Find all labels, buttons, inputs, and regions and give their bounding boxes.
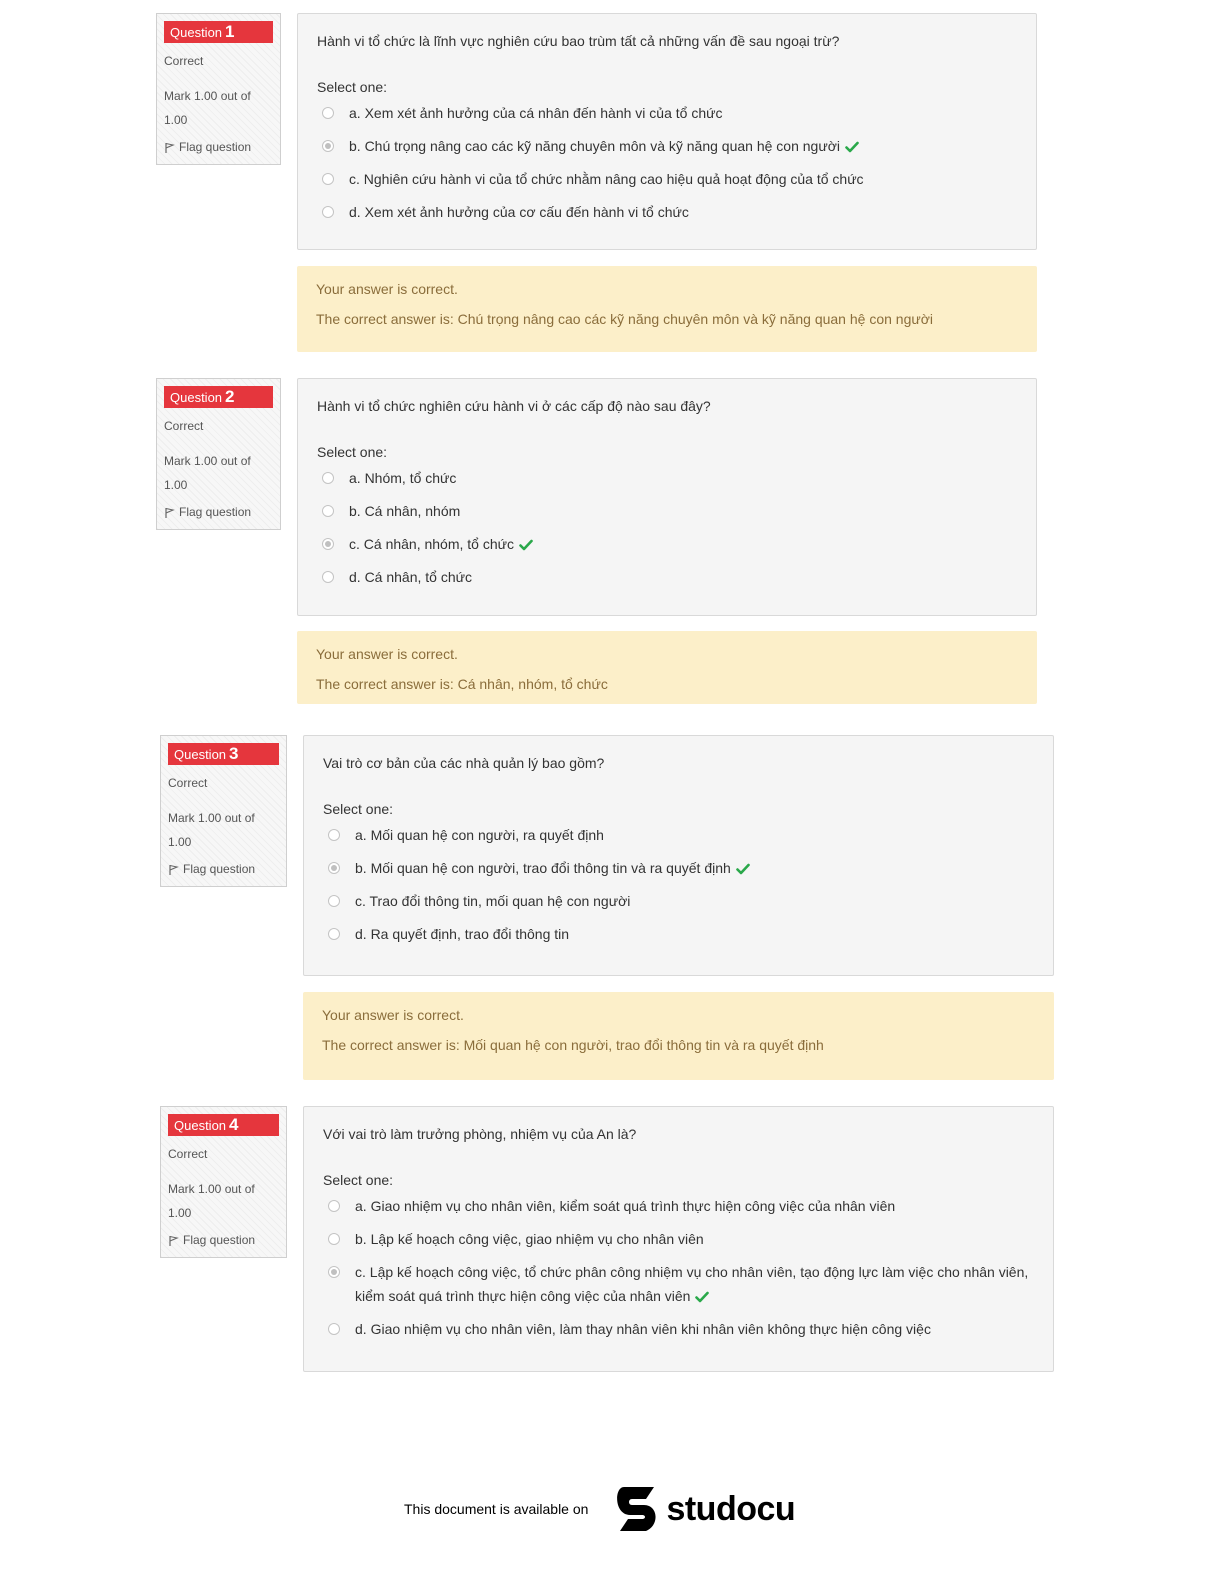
question-grade: Mark 1.00 out of 1.00 [168,811,255,849]
radio-button[interactable] [322,472,334,484]
answer-option-label: d. Ra quyết định, trao đổi thông tin [355,926,570,942]
select-one-prompt: Select one: [317,79,388,95]
answer-feedback [297,631,1037,704]
question-text: Hành vi tổ chức là lĩnh vực nghiên cứu bao trùm tất cả những vấn đề sau ngoại trừ? [317,33,840,49]
radio-button[interactable] [328,895,340,907]
answer-option[interactable] [317,101,1017,125]
question-state: Correct [168,776,208,790]
question-number: 2 [225,387,235,406]
answer-option-label: a. Mối quan hệ con người, ra quyết định [355,827,604,843]
question-grade: Mark 1.00 out of 1.00 [168,1182,255,1220]
flag-icon [168,864,179,876]
flag-question-label: Flag question [179,505,252,519]
answer-option-label: b. Chú trọng nâng cao các kỹ năng chuyên môn và kỹ năng quan hệ con người [349,138,840,154]
correct-answer-text: The correct answer is: Mối quan hệ con người, trao đổi thông tin và ra quyết định [322,1037,824,1053]
question-grade: Mark 1.00 out of 1.00 [164,454,251,492]
question-number-badge [164,386,273,408]
answer-option[interactable] [323,1317,1034,1341]
flag-icon [168,1235,179,1247]
check-icon [695,1291,709,1303]
answer-option-label: c. Nghiên cứu hành vi của tổ chức nhằm nâng cao hiệu quả hoạt động của tổ chức [349,171,864,187]
answer-option[interactable] [317,167,1017,191]
question-formulation [303,1106,1054,1372]
question-label: Question [170,390,223,405]
flag-question-link[interactable] [164,505,273,519]
answer-option[interactable] [323,856,1034,880]
flag-question-label: Flag question [179,140,252,154]
answer-option[interactable] [323,1227,1034,1251]
flag-icon [164,507,175,519]
question-number-badge [168,743,279,765]
radio-button[interactable] [322,571,334,583]
question-number: 4 [229,1115,239,1134]
radio-button[interactable] [322,505,334,517]
question-label: Question [174,1118,227,1133]
feedback-status: Your answer is correct. [322,1007,464,1023]
answer-options [323,823,1034,946]
radio-button[interactable] [322,206,334,218]
answer-option[interactable] [323,889,1034,913]
radio-button[interactable] [328,1200,340,1212]
question-number: 1 [225,22,235,41]
radio-button[interactable] [328,1233,340,1245]
question-grade: Mark 1.00 out of 1.00 [164,89,251,127]
question-text: Vai trò cơ bản của các nhà quản lý bao gồm? [323,755,605,771]
answer-option[interactable] [317,565,1017,589]
flag-question-link[interactable] [164,140,273,154]
answer-feedback [297,266,1037,352]
question-formulation [297,378,1037,616]
radio-button[interactable] [322,173,334,185]
radio-button[interactable] [328,928,340,940]
studocu-logo-icon [614,1485,660,1533]
question-number: 3 [229,744,239,763]
answer-option[interactable] [323,1260,1034,1308]
answer-option[interactable] [317,499,1017,523]
flag-question-label: Flag question [183,862,256,876]
availability-text: This document is available on [404,1501,589,1517]
flag-question-link[interactable] [168,862,279,876]
question-info [156,13,281,165]
answer-option-label: d. Cá nhân, tổ chức [349,569,472,585]
answer-option-label: b. Lập kế hoạch công việc, giao nhiệm vụ cho nhân viên [355,1231,704,1247]
check-icon [519,539,533,551]
answer-option-label: c. Trao đổi thông tin, mối quan hệ con người [355,893,631,909]
select-one-prompt: Select one: [317,444,388,460]
answer-feedback [303,992,1054,1080]
flag-question-label: Flag question [183,1233,256,1247]
answer-option-label: a. Xem xét ảnh hưởng của cá nhân đến hành vi của tổ chức [349,105,723,121]
answer-option[interactable] [317,466,1017,490]
answer-options [323,1194,1034,1341]
select-one-prompt: Select one: [323,1172,394,1188]
flag-icon [164,142,175,154]
question-text: Hành vi tổ chức nghiên cứu hành vi ở các cấp độ nào sau đây? [317,398,711,414]
radio-button-selected[interactable] [322,538,334,550]
answer-option[interactable] [317,200,1017,224]
radio-button-selected[interactable] [322,140,334,152]
question-formulation [297,13,1037,250]
radio-button-selected[interactable] [328,862,340,874]
answer-option-label: d. Giao nhiệm vụ cho nhân viên, làm thay nhân viên khi nhân viên không thực hiện công việc [355,1321,931,1337]
correct-answer-text: The correct answer is: Chú trọng nâng cao các kỹ năng chuyên môn và kỹ năng quan hệ con người [316,311,934,327]
radio-button[interactable] [322,107,334,119]
answer-option-label: b. Mối quan hệ con người, trao đổi thông tin và ra quyết định [355,860,731,876]
question-info [156,378,281,530]
answer-option-label: c. Cá nhân, nhóm, tổ chức [349,536,515,552]
footer-banner[interactable] [404,1485,795,1533]
correct-answer-text: The correct answer is: Cá nhân, nhóm, tổ chức [316,676,608,692]
question-text: Với vai trò làm trưởng phòng, nhiệm vụ của An là? [323,1126,637,1142]
answer-option-label: d. Xem xét ảnh hưởng của cơ cấu đến hành vi tổ chức [349,204,689,220]
answer-option[interactable] [323,1194,1034,1218]
check-icon [736,863,750,875]
question-state: Correct [164,419,204,433]
select-one-prompt: Select one: [323,801,394,817]
question-state: Correct [168,1147,208,1161]
answer-option[interactable] [323,922,1034,946]
radio-button[interactable] [328,1323,340,1335]
question-number-badge [168,1114,279,1136]
question-formulation [303,735,1054,976]
question-number-badge [164,21,273,43]
answer-option-label: a. Giao nhiệm vụ cho nhân viên, kiểm soát quá trình thực hiện công việc của nhân viên [355,1198,896,1214]
question-info [160,735,287,887]
flag-question-link[interactable] [168,1233,279,1247]
answer-option[interactable] [317,134,1017,158]
answer-option-label: c. Lập kế hoạch công việc, tổ chức phân công nhiệm vụ cho nhân viên, tạo động lực làm việc cho nhân viên, kiểm soát quá trình thực hiện công việc của nhân viên [355,1264,1029,1304]
answer-option-label: a. Nhóm, tổ chức [349,470,457,486]
question-label: Question [174,747,227,762]
answer-option-label: b. Cá nhân, nhóm [349,503,461,519]
radio-button[interactable] [328,829,340,841]
question-label: Question [170,25,223,40]
answer-option[interactable] [323,823,1034,847]
question-info [160,1106,287,1258]
answer-options [317,101,1017,224]
answer-options [317,466,1017,589]
feedback-status: Your answer is correct. [316,281,458,297]
answer-option[interactable] [317,532,1017,556]
check-icon [845,141,859,153]
studocu-brand: studocu [666,1489,796,1528]
radio-button-selected[interactable] [328,1266,340,1278]
question-state: Correct [164,54,204,68]
feedback-status: Your answer is correct. [316,646,458,662]
